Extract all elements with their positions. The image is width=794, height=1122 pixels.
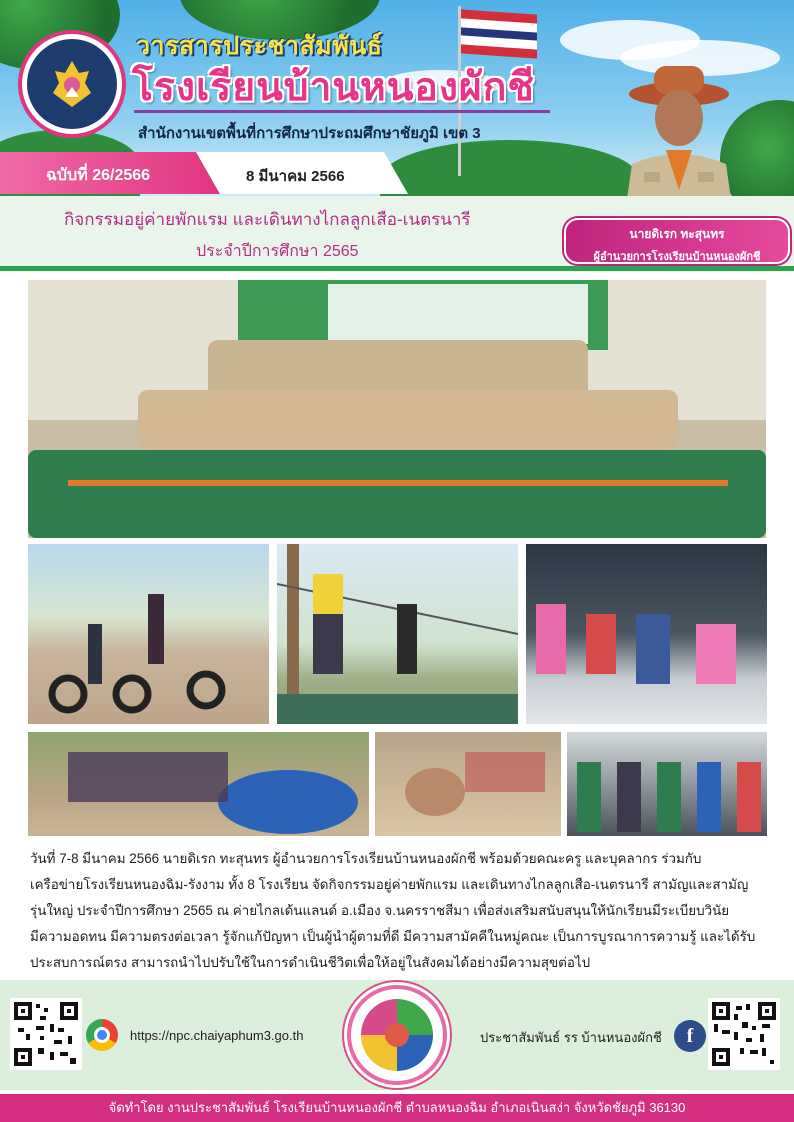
activity-photo-scout-group — [567, 732, 767, 836]
education-office: สำนักงานเขตพื้นที่การศึกษาประถมศึกษาชัยภูมิ เขต 3 — [138, 125, 481, 142]
school-emblem-icon — [45, 57, 99, 111]
activity-photo-tire-swing — [28, 544, 269, 724]
school-name: โรงเรียนบ้านหนองผักชี — [132, 66, 535, 109]
chrome-icon — [86, 1019, 118, 1051]
activity-photo-crawling — [375, 732, 561, 836]
issue-bar — [0, 152, 410, 194]
director-name-badge — [564, 218, 790, 264]
education-cycle-logo — [344, 982, 450, 1088]
facebook-qr-code[interactable] — [708, 998, 780, 1070]
director-name: นายดิเรก ทะสุนทร — [629, 227, 725, 241]
issue-number: ฉบับที่ 26/2566 — [46, 167, 151, 184]
activity-year: ประจำปีการศึกษา 2565 — [196, 243, 359, 260]
activity-title: กิจกรรมอยู่ค่ายพักแรม และเดินทางไกลลูกเสือ-เนตรนารี — [64, 210, 471, 229]
activity-photo-campfire-show — [526, 544, 767, 724]
group-photo — [28, 280, 766, 538]
activity-photo-barrel — [28, 732, 369, 836]
newsletter-title: วารสารประชาสัมพันธ์ — [136, 32, 383, 60]
issue-date: 8 มีนาคม 2566 — [246, 168, 345, 185]
credit-text: จัดทำโดย งานประชาสัมพันธ์ โรงเรียนบ้านหนองผักชี ตำบลหนองฉิม อำเภอเนินสง่า จังหวัดชัยภูมิ 36130 — [108, 1100, 686, 1115]
article-line: ประสบการณ์ตรง สามารถนำไปปรับใช้ในการดำเนินชีวิตเพื่อให้อยู่ในสังคมได้อย่างมีความสุขต่อไป — [30, 955, 591, 970]
facebook-icon[interactable]: f — [674, 1020, 706, 1052]
school-logo — [18, 30, 126, 138]
article-line: มีความอดทน มีความตรงต่อเวลา รู้จักแก้ปัญหา เป็นผู้นำผู้ตามที่ดี มีความสามัคคีในหมู่คณะ เป็นการบูรณาการความรู้ และได้รับ — [30, 929, 756, 944]
article-line: วันที่ 7-8 มีนาคม 2566 นายดิเรก ทะสุนทร ผู้อำนวยการโรงเรียนบ้านหนองผักชี พร้อมด้วยคณะครู และบุคลากร ร่วมกับ — [30, 851, 702, 866]
website-qr-code[interactable] — [10, 998, 82, 1070]
header-divider — [0, 266, 794, 271]
website-link[interactable]: https://npc.chaiyaphum3.go.th — [130, 1028, 304, 1043]
article-body — [30, 846, 768, 976]
activity-photo-rope-bridge — [277, 544, 518, 724]
facebook-page-name[interactable]: ประชาสัมพันธ์ รร บ้านหนองผักชี — [480, 1030, 662, 1045]
director-position: ผู้อำนวยการโรงเรียนบ้านหนองผักชี — [593, 251, 761, 263]
article-line: เครือข่ายโรงเรียนหนองฉิม-รังงาม ทั้ง 8 โรงเรียน จัดกิจกรรมอยู่ค่ายพักแรม และเดินทางไกลลูกเสือ-เนตรนารี สามัญและสามัญ — [30, 877, 749, 892]
thai-flag-icon — [461, 9, 537, 58]
article-line: รุ่นใหญ่ ประจำปีการศึกษา 2565 ณ ค่ายไกลเด้นแลนด์ อ.เมือง จ.นครราชสีมา เพื่อส่งเสริมสนับสนุนให้นักเรียนมีระเบียบวินัย — [30, 903, 730, 918]
title-divider — [134, 110, 550, 113]
credit-bar — [0, 1094, 794, 1122]
